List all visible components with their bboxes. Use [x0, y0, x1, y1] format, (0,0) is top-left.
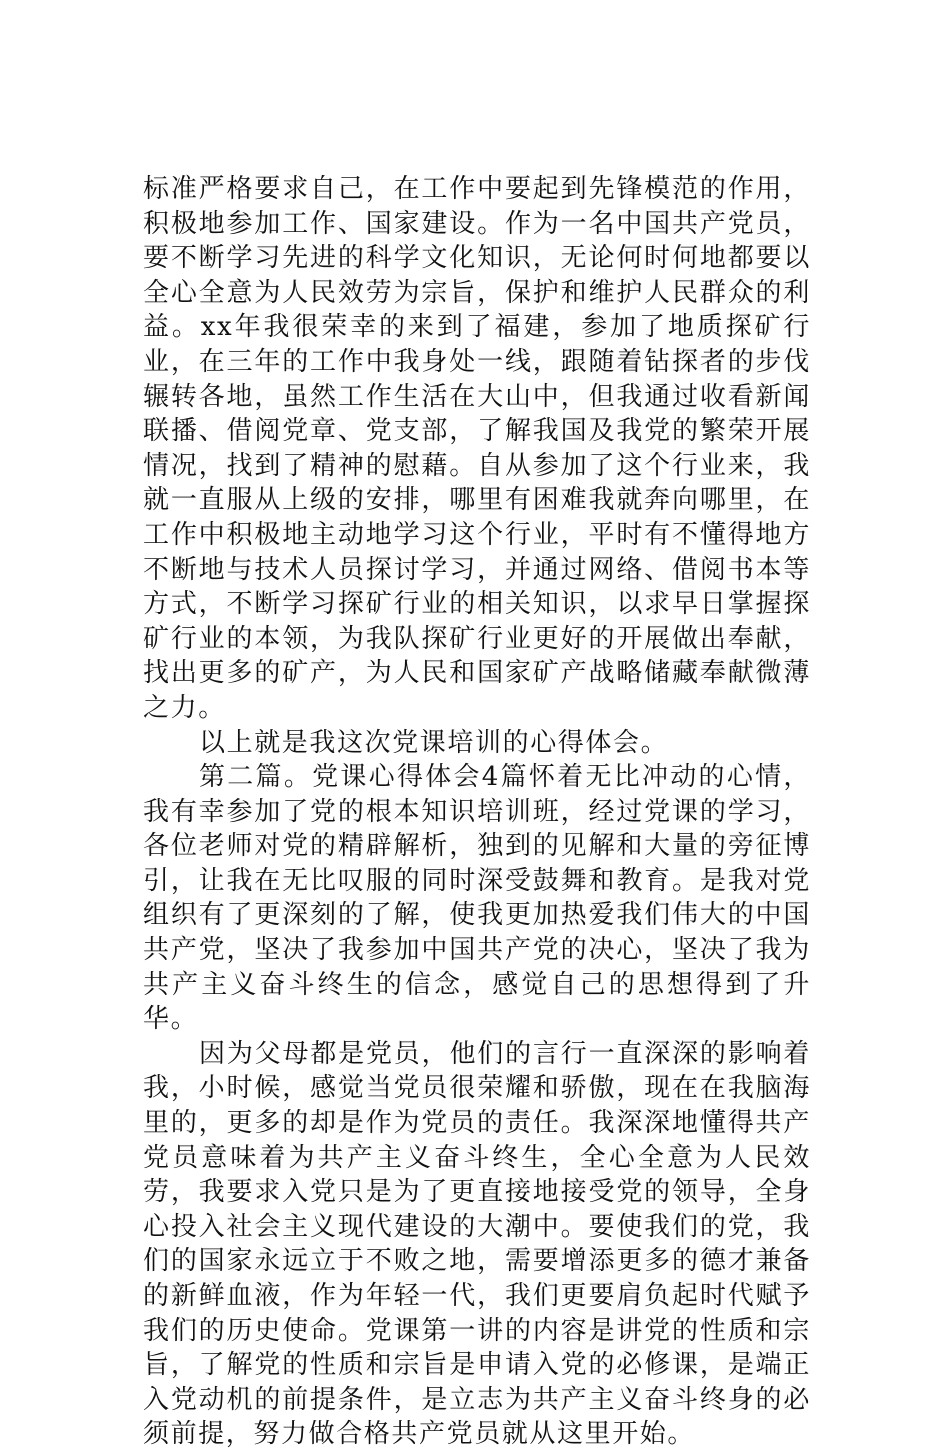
paragraph-3: 第二篇。党课心得体会4篇怀着无比冲动的心情，我有幸参加了党的根本知识培训班，经过党课的学习，各位老师对党的精辟解析，独到的见解和大量的旁征博引，让我在无比叹服的同时深受鼓舞和教育。是我对党组织有了更深刻的了解，使我更加热爱我们伟大的中国共产党，坚决了我参加中国共产党的决心，坚决了我为共产主义奋斗终生的信念，感觉自己的思想得到了升华。: [143, 762, 811, 1035]
paragraph-4: 因为父母都是党员，他们的言行一直深深的影响着我，小时候，感觉当党员很荣耀和骄傲，现在在我脑海里的，更多的却是作为党员的责任。我深深地懂得共产党员意味着为共产主义奋斗终生，全心全意为人民效劳，我要求入党只是为了更直接地接受党的领导，全身心投入社会主义现代建设的大潮中。要使我们的党，我们的国家永远立于不败之地，需要增添更多的德才兼备的新鲜血液，作为年轻一代，我们更要肩负起时代赋予我们的历史使命。党课第一讲的内容是讲党的性质和宗旨，了解党的性质和宗旨是申请入党的必修课，是端正入党动机的前提条件，是立志为共产主义奋斗终身的必须前提，努力做合格共产党员就从这里开始。: [143, 1038, 811, 1450]
document-body: [143, 172, 811, 1452]
paragraph-2: 以上就是我这次党课培训的心得体会。: [199, 727, 669, 758]
paragraph-1: 标准严格要求自己，在工作中要起到先锋模范的作用，积极地参加工作、国家建设。作为一名中国共产党员，要不断学习先进的科学文化知识，无论何时何地都要以全心全意为人民效劳为宗旨，保护和维护人民群众的利益。xx年我很荣幸的来到了福建，参加了地质探矿行业，在三年的工作中我身处一线，跟随着钻探者的步伐辗转各地，虽然工作生活在大山中，但我通过收看新闻联播、借阅党章、党支部，了解我国及我党的繁荣开展情况，找到了精神的慰藉。自从参加了这个行业来，我就一直服从上级的安排，哪里有困难我就奔向哪里，在工作中积极地主动地学习这个行业，平时有不懂得地方不断地与技术人员探讨学习，并通过网络、借阅书本等方式，不断学习探矿行业的相关知识，以求早日掌握探矿行业的本领，为我队探矿行业更好的开展做出奉献，找出更多的矿产，为人民和国家矿产战略储藏奉献微薄之力。: [143, 174, 811, 723]
